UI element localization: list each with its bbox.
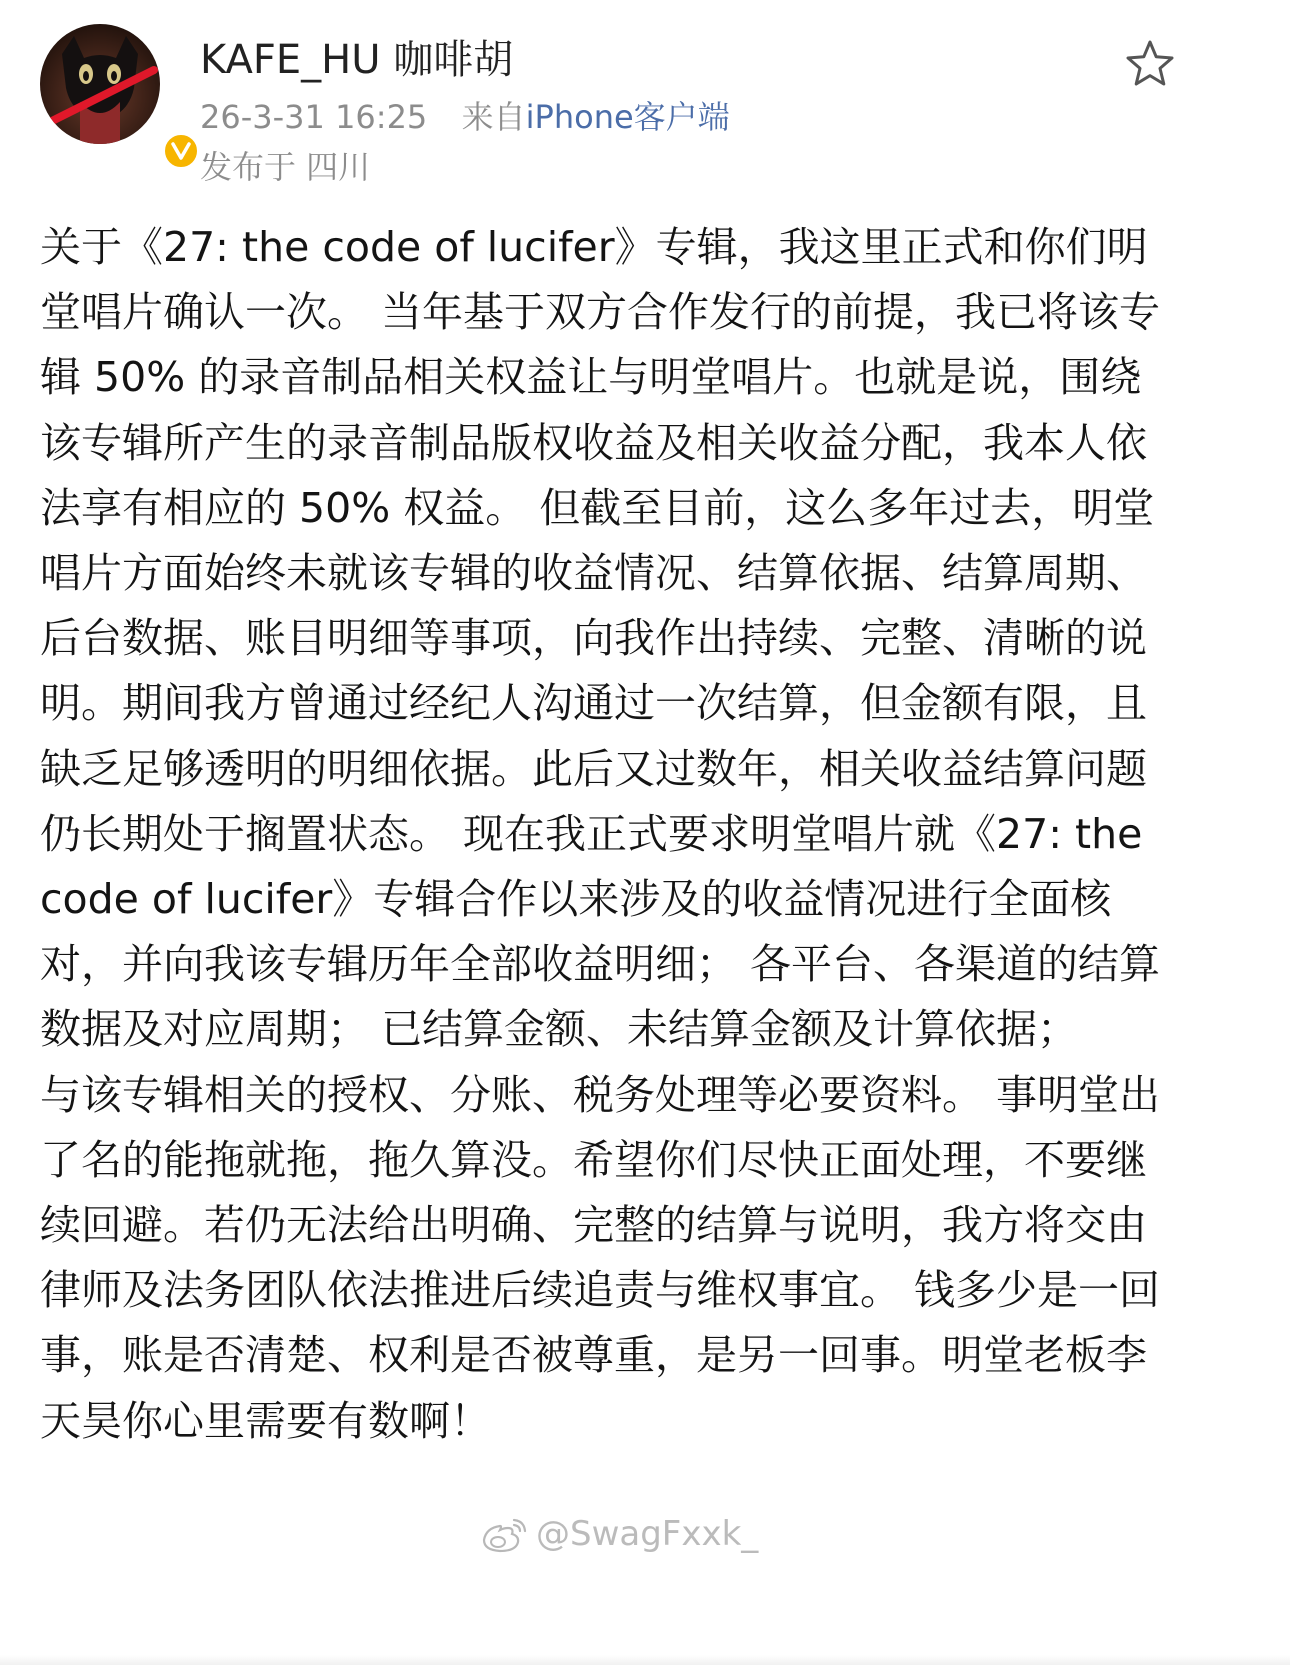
from-label: 来自 xyxy=(461,98,526,136)
avatar-image xyxy=(40,24,160,144)
avatar[interactable] xyxy=(40,24,160,144)
post-location: 发布于 四川 xyxy=(200,148,371,186)
username[interactable]: KAFE_HU 咖啡胡 xyxy=(200,37,514,83)
bottom-divider xyxy=(0,1655,1290,1665)
source-client-link[interactable]: iPhone客户端 xyxy=(525,98,730,136)
watermark xyxy=(480,1512,758,1556)
verified-badge-icon xyxy=(162,132,200,170)
watermark-text: @SwagFxxk_ xyxy=(536,1514,759,1554)
post-body-text: 关于《27: the code of lucifer》专辑，我这里正式和你们明堂唱片确认一次。 当年基于双方合作发行的前提，我已将该专辑 50% 的录音制品相关权益让与明堂唱片。也就是说，围绕该专辑所产生的录音制品版权收益及相关收益分配，我本人依法享有相应的 50% 权益。 但截至目前，这么多年过去，明堂唱片方面始终未就该专辑的收益情况、结算依据、结算周期、后台数据、账目明细等事项，向我作出持续、完整、清晰的说明。期间我方曾通过经纪人沟通过一次结算，但金额有限，且缺乏足够透明的明细依据。此后又过数年，相关收益结算问题仍长期处于搁置状态。 现在我正式要求明堂唱片就《27: the code of lucifer》专辑合作以来涉及的收益情况进行全面核对，并向我该专辑历年全部收益明细； 各平台、各渠道的结算数据及对应周期； 已结算金额、未结算金额及计算依据； 与该专辑相关的授权、分账、税务处理等必要资料。 事明堂出了名的能拖就拖，拖久算没。希望你们尽快正面处理，不要继续回避。若仍无法给出明确、完整的结算与说明，我方将交由律师及法务团队依法推进后续追责与维权事宜。 钱多少是一回事，账是否清楚、权利是否被尊重，是另一回事。明堂老板李天昊你心里需要有数啊！ xyxy=(40,223,1161,1445)
post-timestamp: 26-3-31 16:25 xyxy=(200,98,428,136)
post-meta xyxy=(200,96,730,138)
weibo-logo-icon xyxy=(480,1514,528,1554)
star-outline-icon[interactable] xyxy=(1124,38,1176,90)
